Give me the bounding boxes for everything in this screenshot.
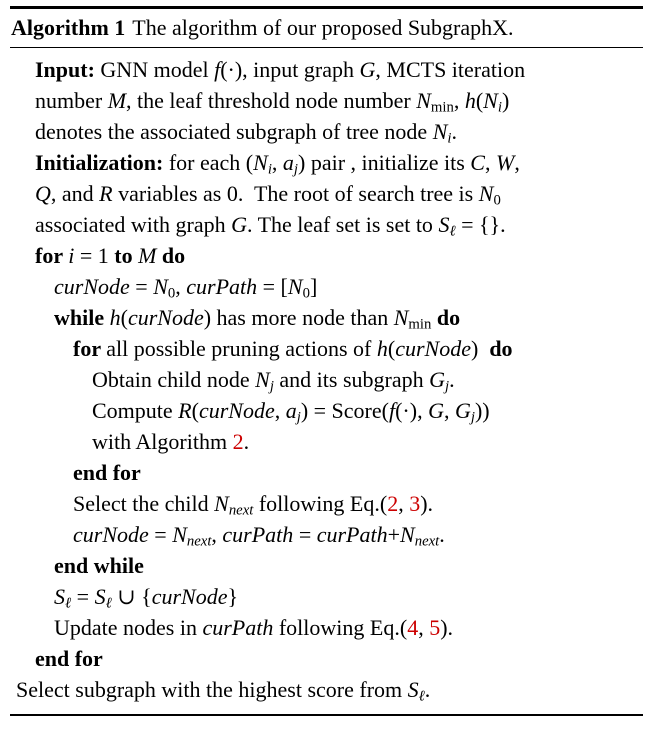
text-segment: all possible pruning actions of <box>106 335 377 361</box>
algo-line <box>10 116 643 147</box>
text-segment: . The leaf set is set to <box>247 211 439 237</box>
text-segment: do <box>436 304 461 330</box>
algorithm-body <box>10 48 643 714</box>
text-segment: ) has more node than <box>203 304 394 330</box>
algo-line <box>10 550 643 581</box>
text-segment: to <box>114 242 139 268</box>
algo-line <box>10 54 643 85</box>
text-segment: Q <box>35 180 51 206</box>
text-segment: associated with graph <box>35 211 232 237</box>
text-segment: curNode <box>73 521 149 547</box>
text-segment: variables as 0. The root of search tree is <box>112 180 479 206</box>
text-segment: N <box>400 521 415 547</box>
text-segment: . <box>424 676 431 702</box>
text-segment: N <box>416 87 431 113</box>
text-segment: j <box>445 378 450 395</box>
text-segment: do <box>489 335 513 361</box>
algo-line <box>10 178 643 209</box>
algo-line <box>10 395 643 426</box>
text-segment: min <box>408 316 432 333</box>
text-segment: Update nodes in <box>54 614 203 640</box>
text-segment: do <box>161 242 186 268</box>
text-segment: end for <box>73 459 141 485</box>
algo-line <box>10 643 643 674</box>
text-segment: j <box>269 378 274 395</box>
text-segment: for <box>73 335 107 361</box>
text-segment: next <box>228 502 254 519</box>
text-segment: curNode <box>395 335 471 361</box>
text-segment: 0 <box>302 285 310 302</box>
algo-line <box>10 147 643 178</box>
bottom-rule <box>10 714 643 717</box>
text-segment: next <box>414 533 440 550</box>
text-segment: 0 <box>493 192 501 209</box>
text-segment: i <box>447 130 452 147</box>
text-segment: end while <box>54 552 144 578</box>
text-segment: denotes the associated subgraph of tree node <box>35 118 433 144</box>
algo-line <box>10 302 643 333</box>
text-segment: h <box>464 87 476 113</box>
text-segment: ). <box>420 490 434 516</box>
text-segment: ℓ <box>65 595 72 612</box>
text-segment: N <box>253 149 268 175</box>
text-segment: = <box>293 521 317 547</box>
text-segment: N <box>255 366 270 392</box>
algo-line <box>10 364 643 395</box>
text-segment: , and <box>50 180 100 206</box>
text-segment: Obtain child node <box>92 366 256 392</box>
text-segment: following Eq.( <box>253 490 388 516</box>
text-segment: , <box>443 397 455 423</box>
text-segment: N <box>214 490 229 516</box>
text-segment: with Algorithm <box>92 428 233 454</box>
algorithm-label: Algorithm 1 <box>11 14 126 40</box>
text-segment: Input: <box>35 56 101 82</box>
algo-line <box>10 333 643 364</box>
text-segment: ℓ <box>418 688 425 705</box>
text-segment: i <box>497 99 502 116</box>
text-segment: G <box>359 56 376 82</box>
algo-line <box>10 426 643 457</box>
text-segment: S <box>94 583 106 609</box>
text-segment: , <box>484 149 496 175</box>
text-segment: for each ( <box>168 149 254 175</box>
text-segment: , <box>274 397 286 423</box>
text-segment: following Eq.( <box>273 614 408 640</box>
text-segment: , MCTS iteration <box>375 56 526 82</box>
text-segment: curPath <box>202 614 274 640</box>
text-segment: ) <box>470 335 490 361</box>
text-segment: min <box>430 99 454 116</box>
reference-link[interactable]: 5 <box>429 614 441 640</box>
reference-link[interactable]: 3 <box>409 490 421 516</box>
text-segment: curPath <box>186 273 258 299</box>
text-segment: h <box>109 304 121 330</box>
text-segment: . <box>449 366 455 392</box>
text-segment: for <box>35 242 69 268</box>
text-segment: f <box>388 397 396 423</box>
text-segment: G <box>231 211 247 237</box>
text-segment: curNode <box>127 304 204 330</box>
algo-line <box>10 209 643 240</box>
text-segment: , <box>398 490 410 516</box>
text-segment: ( <box>191 397 199 423</box>
text-segment: ) pair , initialize its <box>298 149 471 175</box>
text-segment: , <box>271 149 283 175</box>
text-segment: ∪ { <box>111 583 152 609</box>
text-segment: N <box>287 273 303 299</box>
algo-line <box>10 85 643 116</box>
text-segment: ℓ <box>105 595 112 612</box>
text-segment: Initialization: <box>35 149 169 175</box>
text-segment: , <box>175 273 187 299</box>
text-segment: ( <box>387 335 396 361</box>
text-segment: R <box>99 180 113 206</box>
text-segment: ) <box>501 87 510 113</box>
text-segment: N <box>393 304 409 330</box>
text-segment: and its subgraph <box>273 366 430 392</box>
text-segment: j <box>293 161 298 178</box>
text-segment: )) <box>474 397 490 423</box>
algorithm-caption <box>10 9 643 47</box>
algorithm-title: The algorithm of our proposed SubgraphX. <box>132 14 514 40</box>
text-segment: ( <box>120 304 128 330</box>
text-segment: G <box>428 397 444 423</box>
text-segment: Select subgraph with the highest score from <box>16 676 408 702</box>
text-segment: N <box>483 87 498 113</box>
text-segment: S <box>54 583 65 609</box>
text-segment: . <box>439 521 445 547</box>
text-segment: end for <box>35 645 103 671</box>
text-segment: curNode <box>198 397 275 423</box>
text-segment: = [ <box>257 273 288 299</box>
text-segment: = {}. <box>455 211 506 237</box>
reference-link[interactable]: 2 <box>232 428 244 454</box>
text-segment: 0 <box>167 285 176 302</box>
text-segment: G <box>454 397 471 423</box>
text-segment: R <box>178 397 192 423</box>
text-segment: = <box>148 521 173 547</box>
text-segment: M <box>138 242 157 268</box>
text-segment: N <box>153 273 168 299</box>
algo-line <box>10 271 643 302</box>
text-segment: (·), <box>395 397 429 423</box>
text-segment: curNode <box>54 273 130 299</box>
text-segment: h <box>376 335 388 361</box>
text-segment: = 1 <box>74 242 115 268</box>
text-segment: ). <box>440 614 454 640</box>
text-segment: curPath <box>222 521 294 547</box>
text-segment: curNode <box>151 583 228 609</box>
text-segment: C <box>470 149 485 175</box>
text-segment: G <box>429 366 446 392</box>
algo-line <box>10 612 643 643</box>
text-segment: = <box>71 583 95 609</box>
text-segment: f <box>214 56 221 82</box>
algo-line <box>10 581 643 612</box>
text-segment: GNN model <box>100 56 215 82</box>
text-segment: + <box>387 521 401 547</box>
text-segment: , <box>514 149 520 175</box>
text-segment: , <box>418 614 430 640</box>
algo-line <box>10 488 643 519</box>
text-segment: S <box>407 676 419 702</box>
text-segment: . <box>243 428 250 454</box>
algo-line <box>10 240 643 271</box>
algo-line <box>10 519 643 550</box>
text-segment: , <box>453 87 465 113</box>
text-segment: a <box>282 149 294 175</box>
text-segment: ℓ <box>449 223 456 240</box>
text-segment: next <box>186 533 212 550</box>
text-segment: number <box>35 87 108 113</box>
text-segment: . <box>451 118 457 144</box>
text-segment: ) = Score( <box>300 397 389 423</box>
text-segment: , <box>211 521 223 547</box>
text-segment: ( <box>475 87 484 113</box>
text-segment: W <box>495 149 515 175</box>
reference-link[interactable]: 4 <box>407 614 419 640</box>
algo-line <box>10 457 643 488</box>
text-segment: j <box>296 409 301 426</box>
text-segment: (·), input graph <box>220 56 360 82</box>
text-segment: } <box>227 583 239 609</box>
text-segment: while <box>54 304 110 330</box>
text-segment: N <box>478 180 494 206</box>
reference-link[interactable]: 2 <box>387 490 399 516</box>
text-segment: Compute <box>92 397 179 423</box>
text-segment: a <box>285 397 297 423</box>
text-segment: ] <box>309 273 318 299</box>
text-segment: curPath <box>316 521 388 547</box>
text-segment: , the leaf threshold node number <box>126 87 417 113</box>
text-segment: N <box>172 521 187 547</box>
text-segment: M <box>107 87 127 113</box>
text-segment: i <box>267 161 272 178</box>
text-segment: i <box>68 242 75 268</box>
algo-line <box>10 674 643 705</box>
text-segment: Select the child <box>73 490 215 516</box>
text-segment: N <box>432 118 448 144</box>
text-segment: = <box>129 273 154 299</box>
text-segment: j <box>470 409 475 426</box>
text-segment: S <box>438 211 450 237</box>
